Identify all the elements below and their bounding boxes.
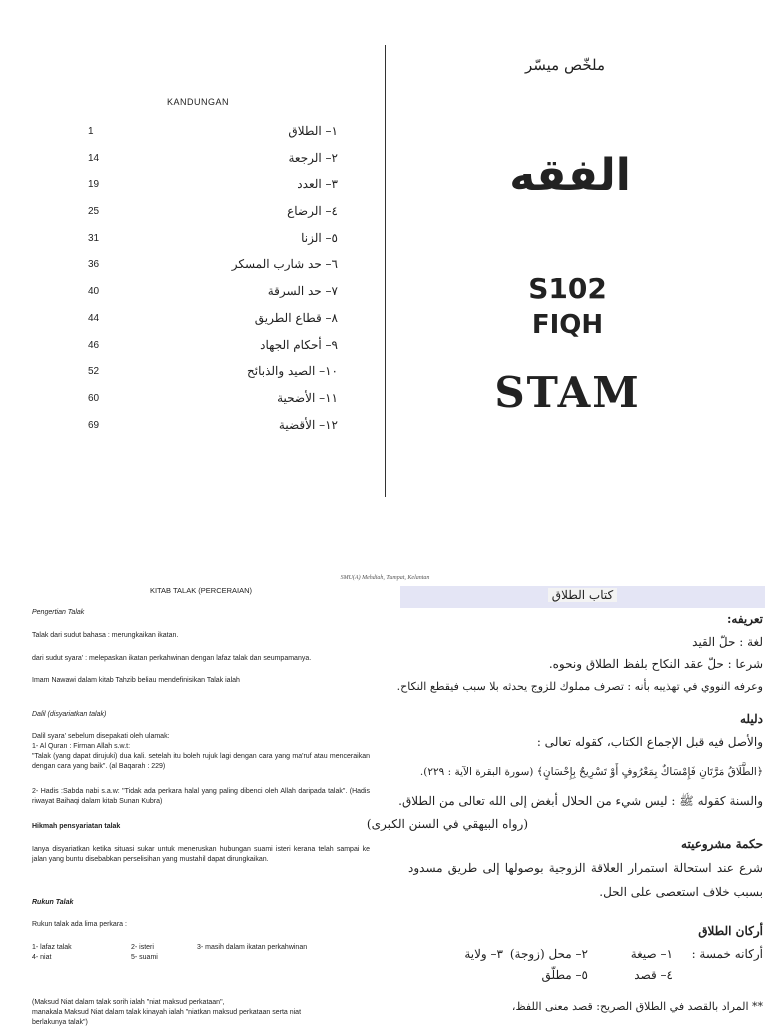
dalil-quran-label: 1- Al Quran : Firman Allah s.w.t: — [32, 743, 131, 750]
dalil-quran-text: "Talak (yang dapat dirujuki) dua kali. setelah itu boleh rujuk lagi dengan cara yang ma'ruf atau menceraikan dengan cara yang baik". (al Baqarah : 229) — [32, 753, 370, 770]
dalil-intro-ar: والأصل فيه قبل الإجماع الكتاب، كقوله تعالى : — [536, 735, 763, 749]
contents-row — [88, 259, 348, 286]
contents-page-number: 46 — [88, 339, 100, 351]
hikmah-text: Ianya disyariatkan ketika situasi sukar untuk meneruskan hubungan suami isteri kerana telah sampai ke jalan yang buntu disebabkan perselisihan yang mustahil dapat dirungkaikan. — [32, 846, 370, 863]
dalil-hadith-text: 2- Hadis :Sabda nabi s.a.w: "Tidak ada perkara halal yang paling dibenci oleh Allah daripada talak". (Hadis riwayat Baihaqi dalam kitab Sunan Kubra) — [32, 788, 370, 805]
contents-page-number: 52 — [88, 366, 100, 378]
contents-page-number: 69 — [88, 419, 100, 431]
contents-page-number: 25 — [88, 206, 100, 218]
definition-language: Talak dari sudut bahasa : merungkaikan ikatan. — [32, 632, 179, 639]
hikmah-text-ar: شرع عند استحالة استمرار العلاقة الزوجية بوصولها إلى طريق مسدود بسبب خلاف استعصى على الحل. — [408, 861, 763, 899]
cover-exam-name: STAM — [494, 368, 641, 417]
contents-chapter-label: ٢– الرجعة — [288, 150, 338, 165]
niat-note-line: berlakunya talak") — [32, 1019, 88, 1026]
dalil-heading: Dalil (disyariatkan talak) — [32, 711, 107, 718]
rukun-item: 2- isteri — [131, 944, 154, 951]
contents-row — [88, 366, 348, 393]
contents-chapter-label: ١– الطلاق — [288, 124, 338, 138]
contents-page-number: 31 — [88, 232, 100, 244]
rukun-heading: Rukun Talak — [32, 899, 74, 906]
contents-row — [88, 206, 348, 233]
hikmah-heading: Hikmah pensyariatan talak — [32, 823, 121, 830]
contents-title: KANDUNGAN — [167, 97, 230, 107]
rukun-intro: Rukun talak ada lima perkara : — [32, 921, 127, 928]
definition-nawawi: Imam Nawawi dalam kitab Tahzib beliau mendefinisikan Talak ialah — [32, 677, 240, 684]
rukun-item: 3- masih dalam ikatan perkahwinan — [197, 944, 308, 951]
cover-course-code: S102 — [528, 272, 607, 305]
niat-note-line: (Maksud Niat dalam talak sorih ialah "niat maksud perkataan", — [32, 999, 225, 1006]
taarif-shara: شرعا : حلّ عقد النكاح بلفظ الطلاق ونحوه. — [548, 657, 763, 671]
cover-subject: FIQH — [531, 310, 604, 340]
contents-page-number: 60 — [88, 392, 100, 404]
contents-row — [88, 286, 348, 313]
malay-page-title: KITAB TALAK (PERCERAIAN) — [149, 586, 253, 595]
definition-syara: dari sudut syara' : melepaskan ikatan perkahwinan dengan lafaz talak dan seumpamanya. — [32, 655, 312, 662]
rukun-item: 5- suami — [131, 954, 158, 961]
contents-page-number: 19 — [88, 179, 100, 191]
arabic-page-title-text: كتاب الطلاق — [548, 588, 617, 602]
contents-page-number: 14 — [88, 152, 100, 164]
contents-chapter-label: ٣– العدد — [297, 177, 338, 192]
contents-row — [88, 230, 348, 260]
contents-page-number: 36 — [88, 259, 100, 271]
taarif-language: لغة : حلّ القيد — [692, 635, 763, 649]
arkan-item: ٥– مطلّق — [541, 968, 588, 982]
cover-subtitle: ملخّص ميسّر — [524, 56, 606, 74]
dalil-heading-ar: دليله — [739, 712, 763, 726]
contents-row — [88, 126, 348, 153]
contents-row — [88, 179, 348, 206]
footer-note: SMU(A) Mehdiah, Tumpat, Kelantan — [340, 575, 430, 581]
arkan-item: ٢– محل (زوجة) — [509, 947, 588, 961]
contents-chapter-label: ١١– الأضحية — [277, 390, 338, 405]
taarif-heading: تعريفه: — [726, 612, 763, 626]
contents-chapter-label: ٦– حد شارب المسكر — [231, 257, 338, 272]
contents-chapter-label: ١٠– الصيد والذبائح — [246, 364, 338, 379]
rukun-item: 1- lafaz talak — [32, 944, 72, 951]
taarif-nawawi: وعرفه النووي في تهذيبه بأنه : تصرف مملوك للزوج يحدثه بلا سبب فيقطع النكاح. — [396, 680, 763, 693]
contents-row — [88, 310, 348, 340]
arkan-item: ١– صيغة — [630, 947, 673, 961]
hikmah-heading-ar: حكمة مشروعيته — [681, 837, 763, 851]
contents-row — [88, 337, 348, 367]
arabic-page-title — [400, 588, 765, 602]
contents-page-number: 40 — [88, 286, 100, 298]
contents-chapter-label: ٤– الرضاع — [287, 204, 338, 219]
dalil-intro: Dalil syara' sebelum disepakati oleh ulamak: — [32, 733, 170, 740]
rukun-item: 4- niat — [32, 954, 52, 961]
dalil-ayah: ﴿الطَّلَاقُ مَرَّتَانِ فَإِمْسَاكٌ بِمَعْرُوفٍ أَوْ تَسْرِيحٌ بِإِحْسَانٍ﴾ (سورة البقرة الآية : ٢٢٩). — [419, 766, 763, 778]
dalil-sunnah: والسنة كقوله ﷺ : ليس شيء من الحلال أبغض إلى الله تعالى من الطلاق. — [398, 794, 763, 808]
arkan-heading: أركان الطلاق — [698, 924, 763, 938]
arkan-intro: أركانه خمسة : — [691, 947, 763, 961]
contents-page-number: 1 — [88, 126, 94, 137]
arkan-item: ٣– ولاية — [464, 947, 503, 961]
dalil-narration: (رواه البيهقي في السنن الكبرى) — [366, 817, 528, 831]
contents-row — [88, 390, 348, 420]
contents-row — [88, 150, 348, 180]
cover-arabic-title: الفقه — [509, 150, 631, 201]
contents-chapter-label: ٥– الزنا — [301, 230, 338, 245]
contents-chapter-label: ٩– أحكام الجهاد — [260, 337, 338, 352]
contents-chapter-label: ٧– حد السرقة — [267, 284, 338, 299]
page-divider-line — [385, 45, 386, 497]
contents-chapter-label: ١٢– الأقضية — [278, 417, 338, 432]
contents-page-number: 44 — [88, 312, 100, 324]
pengertian-heading: Pengertian Talak — [32, 609, 85, 616]
arkan-item: ٤– قصد — [634, 968, 673, 982]
contents-list — [88, 126, 348, 446]
contents-chapter-label: ٨– قطاع الطريق — [254, 310, 338, 325]
qasd-note: ** المراد بالقصد في الطلاق الصريح: قصد معنى اللفظ، — [511, 1000, 763, 1013]
niat-note-line: manakala Maksud Niat dalam talak kinayah ialah "niatkan maksud perkataan serta niat — [32, 1009, 302, 1016]
contents-row — [88, 417, 348, 447]
